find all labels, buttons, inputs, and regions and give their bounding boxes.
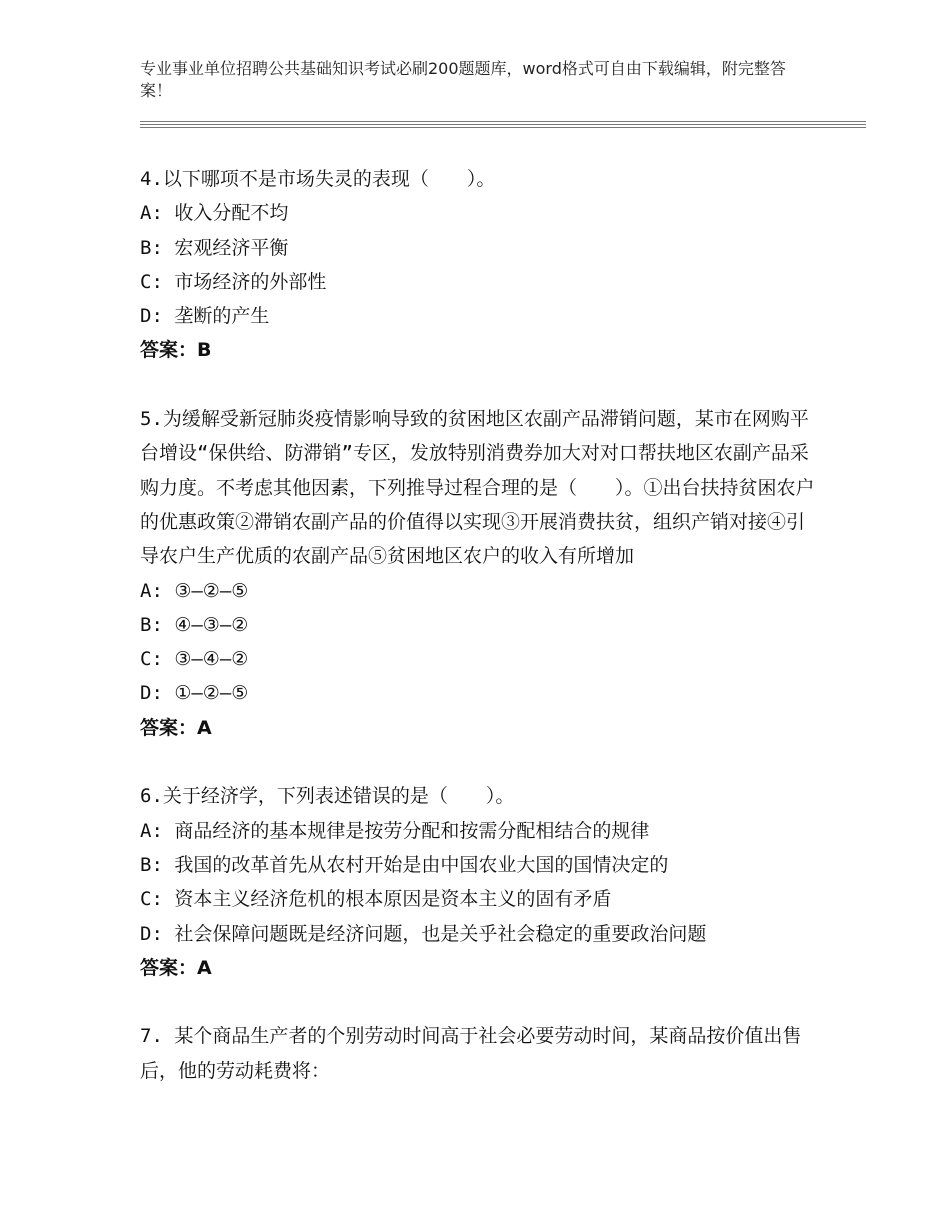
question-6 bbox=[140, 779, 820, 985]
question-stem: 4.以下哪项不是市场失灵的表现（ ）。 bbox=[140, 168, 496, 190]
option-c: C: ③—④—② bbox=[140, 648, 249, 671]
question-stem: 7. 某个商品生产者的个别劳动时间高于社会必要劳动时间，某商品按价值出售后，他的劳动耗费将： bbox=[140, 1025, 802, 1082]
answer-line: 答案：A bbox=[140, 716, 212, 739]
question-7 bbox=[140, 1019, 820, 1088]
header-divider bbox=[140, 127, 866, 128]
question-4 bbox=[140, 162, 820, 368]
option-a: A: 收入分配不均 bbox=[140, 202, 289, 225]
question-list bbox=[140, 162, 820, 1088]
option-d: D: 社会保障问题既是经济问题，也是关乎社会稳定的重要政治问题 bbox=[140, 922, 707, 945]
question-stem: 6.关于经济学，下列表述错误的是（ ）。 bbox=[140, 785, 515, 808]
option-c: C: 市场经济的外部性 bbox=[140, 270, 327, 293]
option-a: A: ③—②—⑤ bbox=[140, 579, 249, 602]
option-b: B: 宏观经济平衡 bbox=[140, 236, 289, 259]
option-b: B: ④—③—② bbox=[140, 613, 249, 636]
header-divider bbox=[140, 124, 866, 125]
header-divider bbox=[140, 121, 866, 122]
answer-line: 答案：A bbox=[140, 956, 212, 979]
question-stem: 5.为缓解受新冠肺炎疫情影响导致的贫困地区农副产品滞销问题，某市在网购平台增设“保供给、防滞销”专区，发放特别消费券加大对对口帮扶地区农副产品采购力度。不考虑其他因素，下列推导过程合理的是（ ）。①出台扶持贫困农户的优惠政策②滞销农副产品的价值得以实现③开展消费扶贫，组织产销对接④引导农户生产优质的农副产品⑤贫困地区农户的收入有所增加 bbox=[140, 408, 815, 568]
option-c: C: 资本主义经济危机的根本原因是资本主义的固有矛盾 bbox=[140, 888, 612, 911]
option-d: D: ①—②—⑤ bbox=[140, 682, 249, 705]
answer-line: 答案：B bbox=[140, 339, 212, 362]
option-a: A: 商品经济的基本规律是按劳分配和按需分配相结合的规律 bbox=[140, 819, 650, 842]
option-b: B: 我国的改革首先从农村开始是由中国农业大国的国情决定的 bbox=[140, 853, 669, 876]
option-d: D: 垄断的产生 bbox=[140, 305, 270, 328]
page-header: 专业事业单位招聘公共基础知识考试必刷200题题库，word格式可自由下载编辑，附完整答案！ bbox=[140, 59, 786, 100]
question-5 bbox=[140, 402, 820, 745]
